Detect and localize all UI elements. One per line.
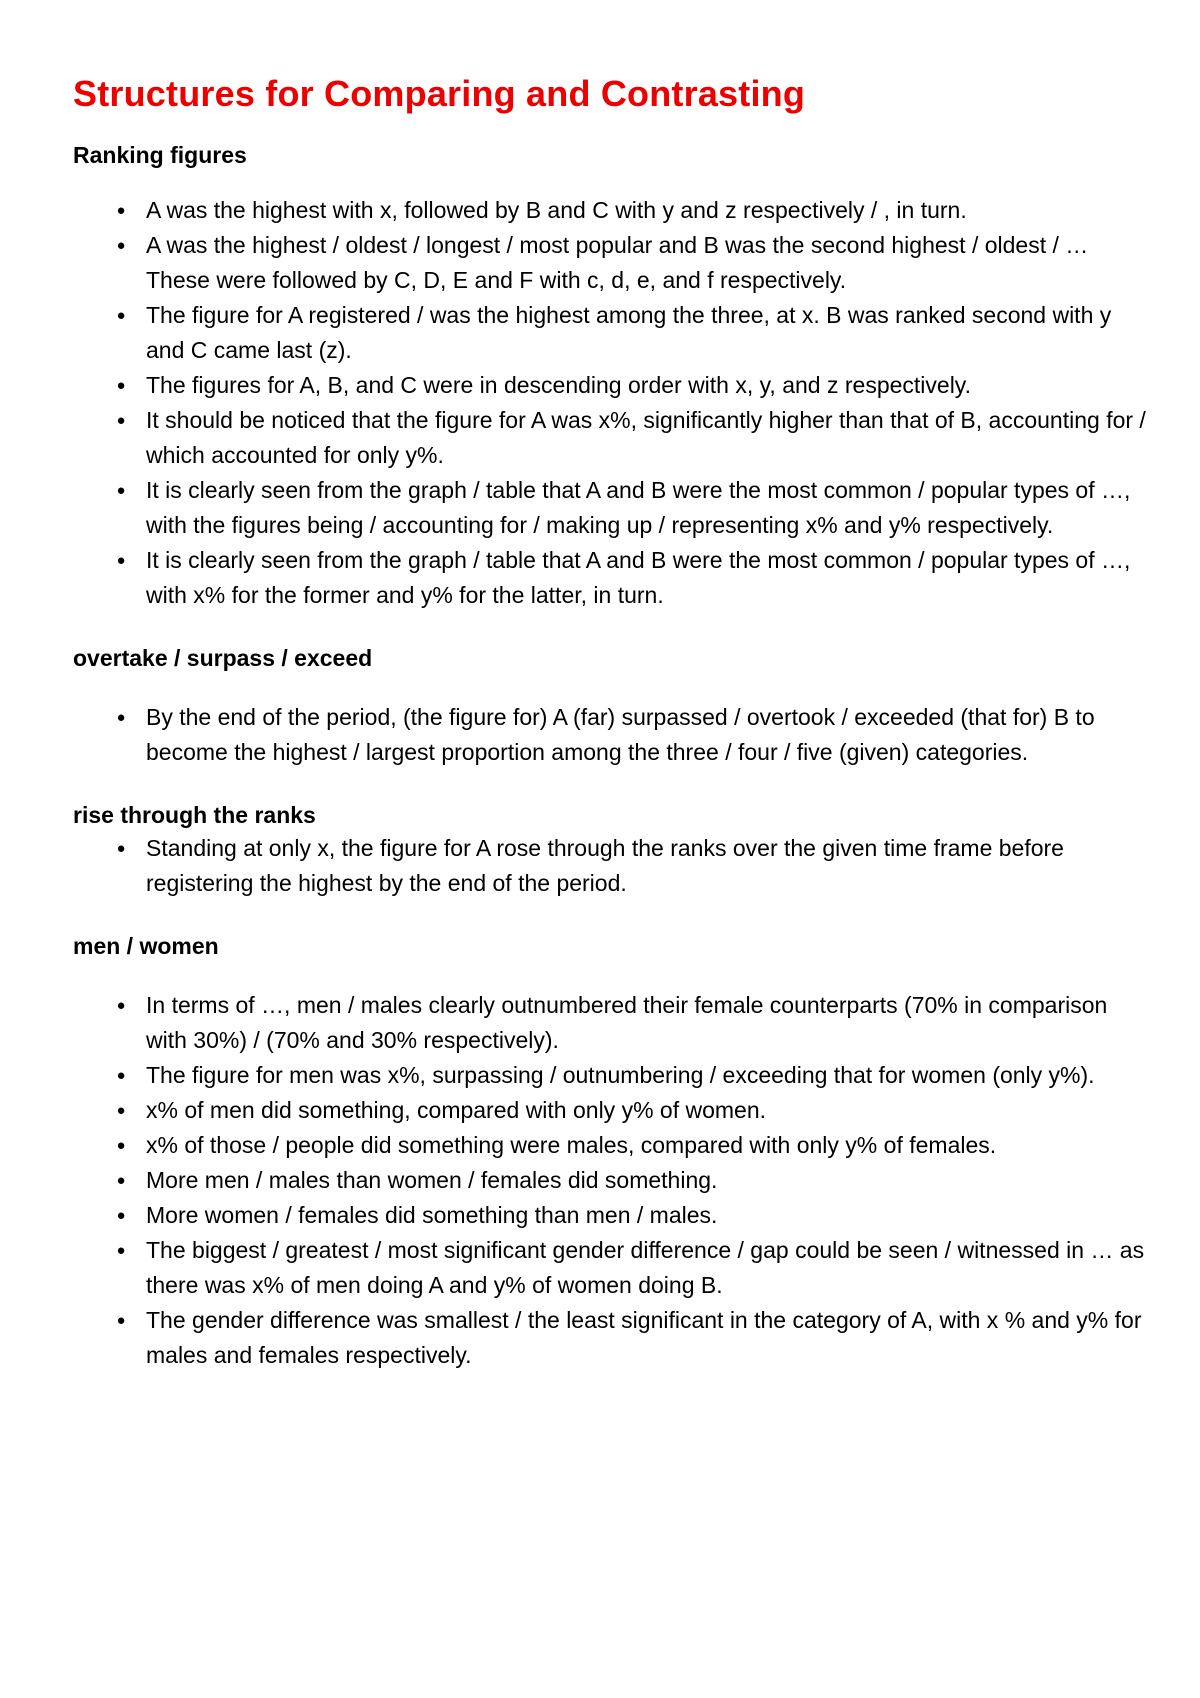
- list-item-text: The figures for A, B, and C were in descending order with x, y, and z respectively.: [146, 372, 971, 398]
- list-item: [73, 831, 1153, 901]
- list-item-text: Standing at only x, the figure for A rose through the ranks over the given time frame before registering the highest by the end of the period.: [146, 835, 1064, 896]
- list-item: [73, 298, 1153, 368]
- section-heading: rise through the ranks: [73, 802, 316, 828]
- bullet-list: [73, 193, 1153, 613]
- section-ranking-figures: [73, 139, 1153, 613]
- list-item: [73, 988, 1153, 1058]
- list-item-text: x% of those / people did something were males, compared with only y% of females.: [146, 1132, 997, 1158]
- list-item: [73, 1233, 1153, 1303]
- list-item: [73, 1303, 1153, 1373]
- bullet-icon: ●: [116, 1242, 126, 1259]
- section-heading: Ranking figures: [73, 142, 247, 168]
- bullet-icon: ●: [116, 552, 126, 569]
- list-item-text: By the end of the period, (the figure for) A (far) surpassed / overtook / exceeded (that for) B to become the highest / largest proportion among the three / four / five (given) categories.: [146, 704, 1095, 765]
- list-item-text: A was the highest with x, followed by B and C with y and z respectively / , in turn.: [146, 197, 967, 223]
- list-item: [73, 700, 1153, 770]
- bullet-icon: ●: [116, 1102, 126, 1119]
- bullet-icon: ●: [116, 482, 126, 499]
- bullet-list: [73, 700, 1153, 770]
- list-item-text: More women / females did something than men / males.: [146, 1202, 718, 1228]
- list-item-text: The gender difference was smallest / the least significant in the category of A, with x % and y% for males and females respectively.: [146, 1307, 1142, 1368]
- bullet-icon: ●: [116, 377, 126, 394]
- section-overtake-surpass-exceed: [73, 642, 1153, 770]
- list-item: [73, 228, 1153, 298]
- list-item-text: In terms of …, men / males clearly outnumbered their female counterparts (70% in comparison with 30%) / (70% and 30% respectively).: [146, 992, 1108, 1053]
- section-men-women: [73, 930, 1153, 1373]
- bullet-list: [73, 831, 1153, 901]
- section-heading: overtake / surpass / exceed: [73, 645, 373, 671]
- list-item-text: The biggest / greatest / most significant gender difference / gap could be seen / witnessed in … as there was x% of men doing A and y% of women doing B.: [146, 1237, 1145, 1298]
- bullet-icon: ●: [116, 237, 126, 254]
- list-item: [73, 473, 1153, 543]
- list-item-text: The figure for men was x%, surpassing / outnumbering / exceeding that for women (only y%).: [146, 1062, 1095, 1088]
- bullet-list: [73, 988, 1153, 1373]
- bullet-icon: ●: [116, 997, 126, 1014]
- list-item: [73, 1163, 1153, 1198]
- list-item-text: More men / males than women / females did something.: [146, 1167, 718, 1193]
- bullet-icon: ●: [116, 840, 126, 857]
- list-item-text: It is clearly seen from the graph / table that A and B were the most common / popular types of …, with x% for the former and y% for the latter, in turn.: [146, 547, 1131, 608]
- list-item-text: The figure for A registered / was the highest among the three, at x. B was ranked second with y and C came last (z).: [146, 302, 1112, 363]
- bullet-icon: ●: [116, 1207, 126, 1224]
- list-item: [73, 1058, 1153, 1093]
- page-title: Structures for Comparing and Contrasting: [73, 73, 806, 114]
- list-item: [73, 1198, 1153, 1233]
- list-item: [73, 1093, 1153, 1128]
- list-item-text: It is clearly seen from the graph / table that A and B were the most common / popular types of …, with the figures being / accounting for / making up / representing x% and y% respectively.: [146, 477, 1131, 538]
- bullet-icon: ●: [116, 202, 126, 219]
- bullet-icon: ●: [116, 1312, 126, 1329]
- document-page: [73, 70, 1153, 1373]
- list-item: [73, 193, 1153, 228]
- list-item-text: A was the highest / oldest / longest / most popular and B was the second highest / oldest / … These were followed by C, D, E and F with c, d, e, and f respectively.: [146, 232, 1089, 293]
- bullet-icon: ●: [116, 1137, 126, 1154]
- list-item-text: x% of men did something, compared with only y% of women.: [146, 1097, 767, 1123]
- bullet-icon: ●: [116, 709, 126, 726]
- list-item-text: It should be noticed that the figure for A was x%, significantly higher than that of B, accounting for / which accounted for only y%.: [146, 407, 1146, 468]
- list-item: [73, 403, 1153, 473]
- list-item: [73, 368, 1153, 403]
- section-rise-through-the-ranks: [73, 799, 1153, 901]
- section-heading: men / women: [73, 933, 219, 959]
- bullet-icon: ●: [116, 412, 126, 429]
- bullet-icon: ●: [116, 1067, 126, 1084]
- bullet-icon: ●: [116, 307, 126, 324]
- list-item: [73, 1128, 1153, 1163]
- list-item: [73, 543, 1153, 613]
- bullet-icon: ●: [116, 1172, 126, 1189]
